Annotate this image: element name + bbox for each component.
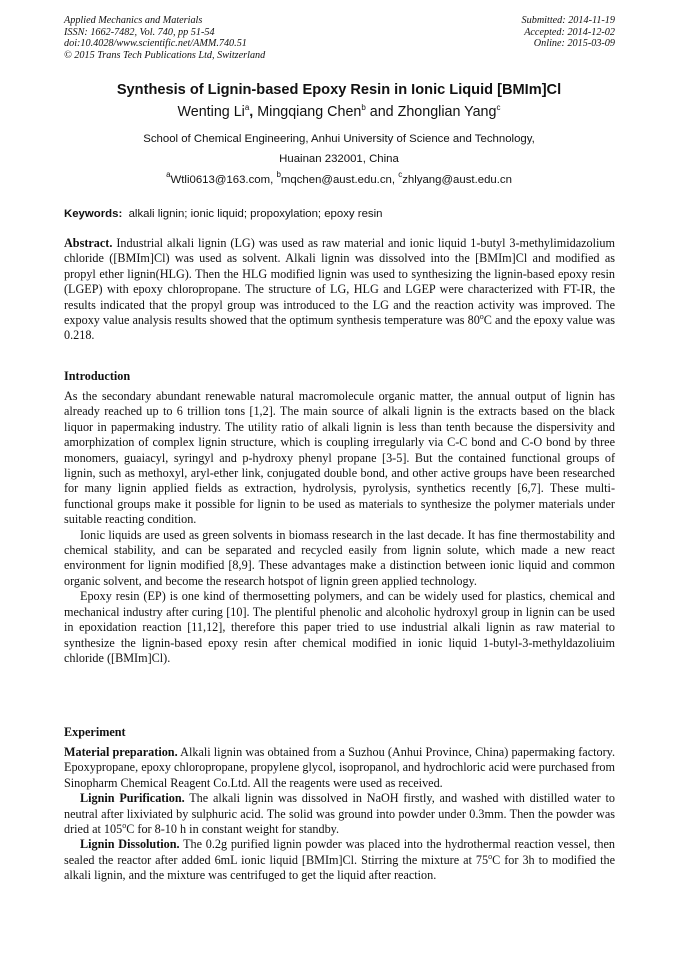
material-label: Material preparation. bbox=[64, 745, 178, 759]
experiment-body bbox=[64, 745, 615, 884]
email-mark: a bbox=[166, 170, 171, 179]
intro-paragraph-1: As the secondary abundant renewable natural macromolecule organic matter, the annual output of lignin has already reached up to 6 trillion tons [1,2]. The main source of alkali lignin is the extracts based on the black liquor in papermaking industry. The utility ratio of alkali lignin is less than tenth because the dispersivity and amorphization of complex lignin structure, which is coupling irregularly via C-C bond and C-O bond by three monomers, guaiacyl, syringyl and p-hydroxy phenyl propane [3-5]. But the contained functional groups of lignin, such as methoxyl, aryl-ether link, conjugated double bond, and other active groups have been researched for many lignin applied fields as extraction, hydrolysis, pyrolysis, synthetics recently [6,7]. These multi-functional groups make it possible for lignin to be used as materials to synthesize the polymer materials under suitable reacting condition. bbox=[64, 389, 615, 527]
journal-copyright: © 2015 Trans Tech Publications Ltd, Switzerland bbox=[64, 49, 266, 61]
keywords bbox=[64, 208, 616, 220]
intro-paragraph-2: Ionic liquids are used as green solvents in biomass research in the last decade. It has fine thermostability and chemical stability, and can be separated and recycled easily from lignin solute, which made a new react environment for lignin modified [8,9]. These advantages make a distinction between ionic liquid and common organic solvent, and become the research hotspot of lignin green applied technology. bbox=[64, 527, 615, 588]
journal-issn: ISSN: 1662-7482, Vol. 740, pp 51-54 bbox=[64, 26, 215, 38]
author-name: Mingqiang Chen bbox=[257, 104, 362, 120]
degree-mark: o bbox=[479, 312, 484, 322]
purification-label: Lignin Purification. bbox=[80, 791, 185, 806]
email-mark: c bbox=[398, 170, 403, 179]
author-emails: $^a$Wtli0613@163.com, $^b$mqchen@aust.edu.cn, $^c$zhlyang@aust.edu.cn bbox=[166, 170, 512, 186]
author-list bbox=[0, 104, 678, 120]
degree-mark: o bbox=[488, 851, 493, 861]
affiliation-line-2: Huainan 232001, China bbox=[279, 153, 399, 165]
keywords-text: alkali lignin; ionic liquid; propoxylation; epoxy resin bbox=[128, 208, 383, 220]
paper-title: Synthesis of Lignin-based Epoxy Resin in Ionic Liquid [BMIm]Cl bbox=[116, 82, 562, 98]
degree-mark: o bbox=[122, 821, 127, 831]
material-preparation bbox=[64, 745, 615, 791]
journal-name: Applied Mechanics and Materials bbox=[64, 15, 203, 26]
purification-text-end: C for 8-10 h in constant weight for standby. bbox=[126, 822, 340, 837]
abstract-text-end: C and the epoxy value was 0.218. bbox=[64, 313, 615, 343]
keywords-label: Keywords: bbox=[64, 208, 123, 220]
author-name: Wenting Li bbox=[177, 104, 245, 120]
email-mark: b bbox=[276, 170, 281, 179]
material-text: Alkali lignin was obtained from a Suzhou (Anhui Province, China) papermaking factory. Epoxypropane, epoxy chloropropane, propylene glycol, isopropanol, and hydrochloric acid were purchased from Sinopharm Chemical Reagent Co.Ltd. All the reagents were used as received. bbox=[64, 745, 616, 790]
abstract-label: Abstract. bbox=[64, 236, 113, 250]
experiment-heading: Experiment bbox=[64, 725, 126, 739]
dissolution-label: Lignin Dissolution. bbox=[80, 837, 180, 852]
affiliation-line-1: School of Chemical Engineering, Anhui University of Science and Technology, bbox=[143, 133, 535, 145]
dissolution-text: The 0.2g purified lignin powder was placed into the hydrothermal reaction vessel, then sealed the reactor after added 6mL ionic liquid [BMIm]Cl. Stirring the mixture at 75 bbox=[64, 837, 615, 867]
publication-dates bbox=[522, 15, 615, 50]
date-submitted: Submitted: 2014-11-19 bbox=[521, 15, 615, 26]
author-affil-mark: a bbox=[244, 103, 250, 112]
email-address[interactable]: Wtli0613@163.com bbox=[170, 174, 271, 186]
journal-info bbox=[64, 15, 265, 61]
journal-doi[interactable]: doi:10.4028/www.scientific.net/AMM.740.51 bbox=[64, 38, 247, 50]
author-affil-mark: c bbox=[496, 103, 501, 112]
lignin-dissolution bbox=[64, 837, 615, 883]
author-affil-mark: b bbox=[361, 103, 366, 112]
dissolution-text-end: C for 3h to modified the alkali lignin, and the mixture was centrifuged to get the liquid after reaction. bbox=[64, 852, 615, 883]
introduction-heading: Introduction bbox=[64, 369, 131, 383]
author-name: Zhonglian Yang bbox=[397, 104, 497, 120]
date-online: Online: 2015-03-09 bbox=[533, 38, 615, 50]
email-address[interactable]: mqchen@aust.edu.cn bbox=[280, 174, 392, 186]
purification-text: The alkali lignin was dissolved in NaOH firstly, and washed with distilled water to neutral after lixiviated by sulphuric acid. The solid was ground into powder under 0.3mm. Then the powder was dried at 105 bbox=[64, 791, 615, 837]
author-and: and bbox=[365, 104, 398, 120]
date-accepted: Accepted: 2014-12-02 bbox=[524, 26, 615, 38]
email-address[interactable]: zhlyang@aust.edu.cn bbox=[402, 174, 512, 186]
author-separator: , bbox=[249, 104, 258, 120]
abstract bbox=[64, 236, 615, 344]
introduction-body bbox=[64, 389, 615, 666]
lignin-purification bbox=[64, 791, 615, 837]
abstract-text: Industrial alkali lignin (LG) was used as raw material and ionic liquid 1-butyl 3-methylimidazolium chloride ([BMIm]Cl) was used as solvent. Alkali lignin was dissolved into the [BMIm]Cl and modified as propyl ether lignin(HLG). Then the HLG modified lignin was used to synthesizing the lignin-based epoxy resin (LGEP) with epoxy chloropropane. The structure of LG, HLG and LGEP were characterized with FT-IR, the results indicated that the propyl group was introduced to the LG and the reaction activity was improved. The expoxy value analysis results showed that the optimum synthesis temperature was 80 bbox=[64, 236, 615, 328]
intro-paragraph-3: Epoxy resin (EP) is one kind of thermosetting polymers, and can be widely used for plastics, chemical and mechanical industry after curing [10]. The plentiful phenolic and alcoholic hydroxyl group in lignin can be used in epoxidation reaction [11,12], therefore this paper tried to use industrial alkali lignin as raw material to synthesize the lignin-based epoxy resin after chemical modified in ionic liquid 1-butyl-3-methyldazoliuim chloride ([BMIm]Cl). bbox=[64, 589, 615, 665]
